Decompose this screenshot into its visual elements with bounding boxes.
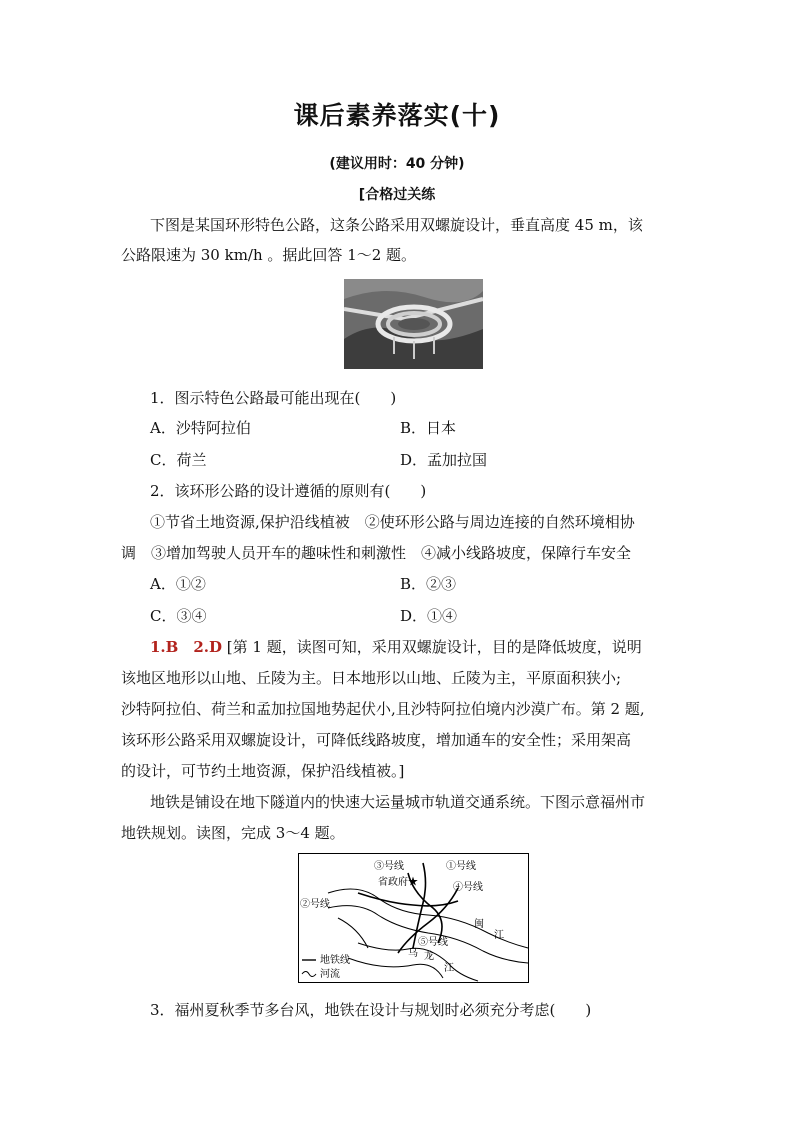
intro2-line2: 地铁规划。读图，完成 3～4 题。 bbox=[121, 824, 345, 842]
map-label-line4: ④号线 bbox=[453, 882, 483, 893]
q2-option-a: A．①② bbox=[150, 575, 206, 593]
q3-stem: 3．福州夏秋季节多台风，地铁在设计与规划时必须充分考虑( ) bbox=[150, 1001, 592, 1019]
answer-line4: 该环形公路采用双螺旋设计，可降低线路坡度，增加通车的安全性；采用架高 bbox=[121, 731, 632, 749]
time-note: (建议用时：40 分钟) bbox=[329, 156, 465, 172]
q2-option-d: D．①④ bbox=[400, 607, 458, 625]
q2-option-c: C．③④ bbox=[150, 607, 207, 625]
map-label-long: 龙 bbox=[424, 951, 434, 962]
map-label-gov: 省政府★ bbox=[378, 877, 418, 888]
q1-option-d: D．孟加拉国 bbox=[400, 451, 488, 469]
answer-explanation-start: [第 1 题，读图可知，采用双螺旋设计，目的是降低坡度，说明 bbox=[226, 638, 642, 656]
answer-line2: 该地区地形以山地、丘陵为主。日本地形以山地、丘陵为主，平原面积狭小; bbox=[121, 669, 622, 687]
map-label-wu: 乌 bbox=[408, 948, 418, 959]
map-label-line1: ①号线 bbox=[446, 861, 476, 872]
q1-option-c: C．荷兰 bbox=[150, 451, 207, 469]
map-label-line3: ③号线 bbox=[374, 861, 404, 872]
answer-key: 1.B 2.D bbox=[150, 638, 223, 656]
answer-line3: 沙特阿拉伯、荷兰和孟加拉国地势起伏小,且沙特阿拉伯境内沙漠广布。第 2 题, bbox=[121, 700, 645, 718]
legend-metro-line: 地铁线 bbox=[320, 955, 350, 966]
section-heading: [合格过关练 bbox=[358, 187, 436, 203]
intro1-line1: 下图是某国环形特色公路，这条公路采用双螺旋设计，垂直高度 45 m，该 bbox=[150, 216, 643, 234]
intro1-line2: 公路限速为 30 km/h 。据此回答 1～2 题。 bbox=[121, 246, 417, 264]
fuzhou-metro-map bbox=[298, 853, 529, 983]
map-label-line5: ⑤号线 bbox=[418, 937, 448, 948]
q1-option-b: B．日本 bbox=[400, 419, 457, 437]
map-label-jiang2: 江 bbox=[444, 963, 454, 974]
map-label-min: 闽 bbox=[474, 919, 484, 930]
answer-line5: 的设计，可节约土地资源，保护沿线植被。] bbox=[121, 762, 405, 780]
q2-stem-line1: ①节省土地资源,保护沿线植被 ②使环形公路与周边连接的自然环境相协 bbox=[150, 513, 635, 531]
intro2-line1: 地铁是铺设在地下隧道内的快速大运量城市轨道交通系统。下图示意福州市 bbox=[150, 793, 646, 811]
page-title: 课后素养落实(十) bbox=[293, 101, 501, 130]
q1-stem: 1．图示特色公路最可能出现在( ) bbox=[150, 389, 397, 407]
road-photo bbox=[344, 279, 483, 369]
answer-line1 bbox=[150, 636, 642, 657]
q2-option-b: B．②③ bbox=[400, 575, 457, 593]
q2-stem-line2: 调 ③增加驾驶人员开车的趣味性和刺激性 ④减小线路坡度，保障行车安全 bbox=[121, 544, 632, 562]
q1-option-a: A．沙特阿拉伯 bbox=[150, 419, 251, 437]
map-label-jiang1: 江 bbox=[494, 930, 504, 941]
q2-stem: 2．该环形公路的设计遵循的原则有( ) bbox=[150, 482, 427, 500]
legend-river: 河流 bbox=[320, 969, 340, 980]
map-label-line2: ②号线 bbox=[300, 899, 330, 910]
